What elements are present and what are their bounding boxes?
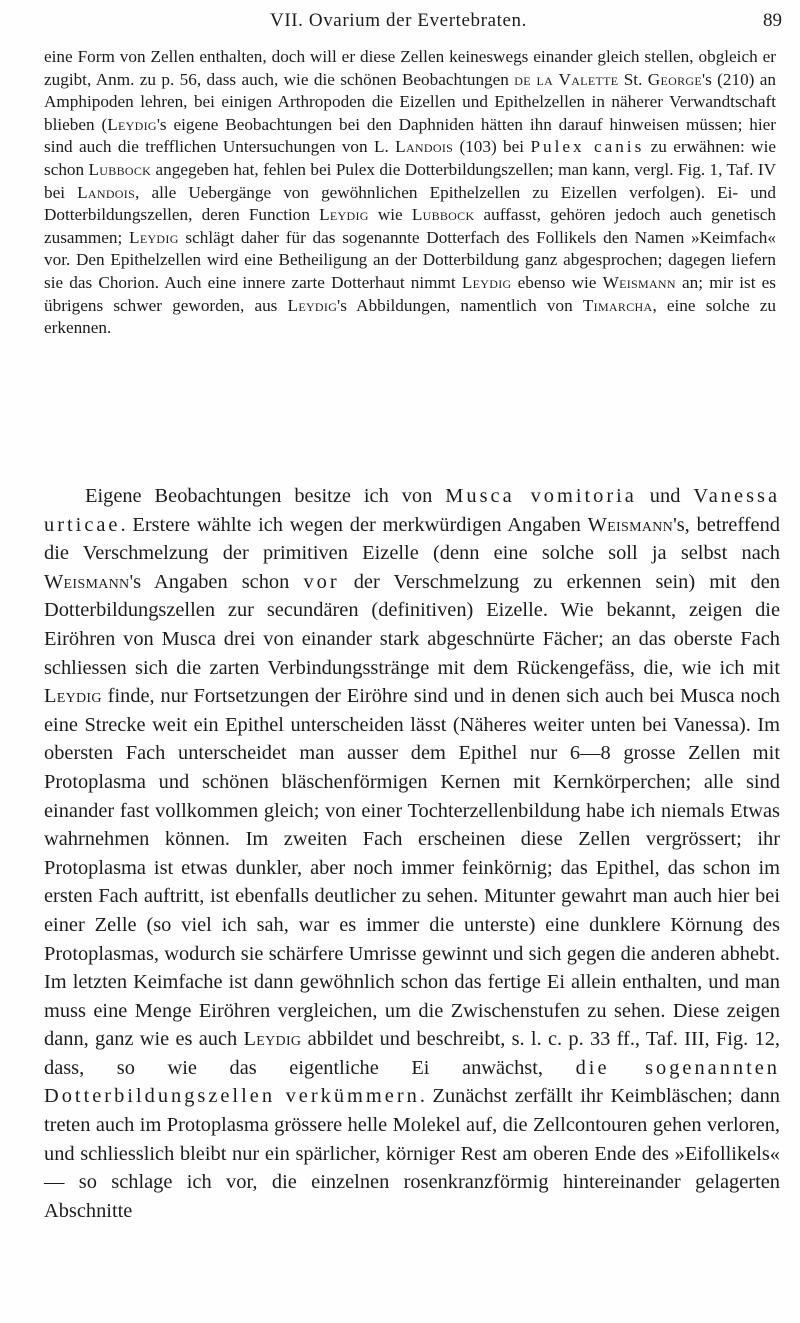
text-run: und	[636, 485, 694, 507]
author-name: Landois	[77, 182, 136, 202]
text-run: eine Form von Zellen enthalten, doch will er diese Zellen keineswegs einander gleich stellen, obgleich er zugibt, Anm. zu p. 56, dass auch, wie die schönen Beobachtungen	[44, 47, 776, 89]
text-run: . Zunächst zerfällt ihr Keimbläschen; dann treten auch im Protoplasma grössere helle Molekel auf, die Zellcontouren gehen verloren, und schliesslich bleibt nur ein spärlicher, körniger Rest am oberen Ende des »Eifollikels« — so schlage ich vor, die einzelnen rosenkranzförmig hintereinander gelagerten Abschnitte	[44, 1085, 780, 1222]
text-run: 's, betreffend die Verschmelzung der primitiven Eizelle (denn eine solche soll ja selbst nach	[44, 513, 780, 565]
text-run: ebenso wie	[511, 272, 603, 292]
literature-paragraph	[44, 46, 776, 340]
running-head	[0, 10, 800, 40]
emphasis-text: die sogenannten Dotterbildungszellen verkümmern	[44, 1056, 780, 1108]
text-run: , alle Uebergänge von gewöhnlichen Epithelzellen zu Eizellen verfolgen). Ei- und Dotterbildungszellen, deren Function	[44, 182, 776, 225]
text-run: abbildet und beschreibt, s. l. c. p. 33 ff., Taf. III, Fig. 12, dass, so wie das eigentliche Ei anwächst,	[44, 1028, 780, 1079]
running-title: VII. Ovarium der Evertebraten.	[270, 10, 527, 31]
text-run: finde, nur Fortsetzungen der Eiröhre sind und in denen sich auch bei Musca noch eine Strecke weit ein Epithel unterscheiden lässt (Näheres weiter unten bei Vanessa). Im obersten Fach unterscheidet man ausser dem Epithel nur 6—8 grosse Zellen mit Protoplasma und schönen bläschenförmigen Kernen mit Kernkörperchen; alle sind einander fast vollkommen gleich; von einer Tochterzellenbildung habe ich niemals Etwas wahrnehmen können. Im zweiten Fach erscheinen diese Zellen vergrössert; ihr Protoplasma ist etwas dunkler, aber noch immer feinkörnig; das Epithel, das schon im ersten Fach auftritt, ist ebenfalls deutlicher zu sehen. Mitunter gewahrt man auch hier bei einer Zelle (so viel ich sah, war es immer die unterste) eine dunklere Körnung des Protoplasmas, wodurch sie schärfere Umrisse gewinnt und sich gegen die anderen abhebt. Im letzten Keimfache ist dann gewöhnlich schon das fertige Ei allein enthalten, und man muss eine Menge Eiröhren vergleichen, um die Zwischenstufen zu sehen. Diese zeigen dann, ganz wie es auch	[44, 685, 780, 1051]
page-number: 89	[763, 10, 782, 31]
author-name: Weismann	[602, 272, 676, 292]
text-run: 's (210) an Amphipoden lehren, bei einigen Arthropoden die Eizellen und Epithelzellen in näherer Verwandtschaft blieben (	[44, 69, 776, 134]
author-name: Weismann	[587, 513, 674, 536]
text-run: 's Abbildungen, namentlich von	[337, 295, 583, 315]
text-run: zu erwähnen: wie schon	[44, 137, 777, 179]
text-run: auffasst, gehören jedoch auch genetisch zusammen;	[44, 205, 776, 247]
author-name: Leydig	[129, 227, 179, 247]
text-run: 's Angaben schon	[129, 570, 304, 593]
species-name: Vanessa urticae	[44, 485, 781, 536]
author-name: Lubbock	[88, 159, 152, 179]
observation-paragraph	[44, 482, 780, 1225]
species-name: Musca vomitoria	[445, 485, 637, 507]
genus-name: Timarcha	[582, 295, 653, 315]
author-name: Leydig	[44, 685, 102, 708]
emphasis-text: vor	[303, 570, 340, 593]
author-name: Leydig	[319, 205, 369, 225]
author-name: Leydig	[287, 295, 338, 315]
author-name: Weismann	[44, 570, 130, 593]
author-name: de la Valette	[514, 69, 619, 89]
author-name: Landois	[395, 137, 454, 157]
text-run: angegeben hat, fehlen bei Pulex die Dotterbildungszellen; man kann, vergl. Fig. 1, Taf. IV bei	[44, 159, 776, 202]
author-name: Leydig	[243, 1028, 302, 1051]
author-name: Leydig	[461, 272, 512, 292]
text-run: wie	[368, 205, 412, 225]
author-name: Leydig	[107, 114, 157, 134]
author-name: Lubbock	[411, 205, 475, 225]
species-name: Pulex canis	[530, 137, 645, 157]
text-run: schlägt daher für das sogenannte Dotterfach des Follikels den Namen »Keimfach« vor. Den Epithelzellen wird eine Betheiligung an der Dotterbildung ganz abgesprochen; dagegen liefern sie das Chorion. Auch eine innere zarte Dotterhaut nimmt	[44, 227, 776, 292]
text-run: St.	[618, 69, 648, 89]
text-run: an; mir ist es übrigens schwer geworden, aus	[44, 272, 776, 315]
text-run: (103) bei	[453, 137, 531, 157]
text-run: , eine solche zu erkennen.	[44, 295, 776, 338]
text-run: . Erstere wählte ich wegen der merkwürdigen Angaben	[120, 513, 588, 536]
author-name: George	[647, 69, 702, 89]
text-run: 's eigene Beobachtungen bei den Daphniden hätten ihn darauf hinweisen müssen; hier sind auch die trefflichen Untersuchungen von L.	[44, 114, 776, 157]
text-run: Eigene Beobachtungen besitze ich von	[85, 485, 446, 507]
text-run: der Verschmelzung zu erkennen sein) mit den Dotterbildungszellen zur secundären (definitiven) Eizelle. Wie bekannt, zeigen die Eiröhren von Musca drei von einander stark abgeschnürte Fächer; an das oberste Fach schliessen sich die zarten Verbindungsstränge mit dem Rückengefäss, die, wie ich mit	[44, 570, 780, 679]
